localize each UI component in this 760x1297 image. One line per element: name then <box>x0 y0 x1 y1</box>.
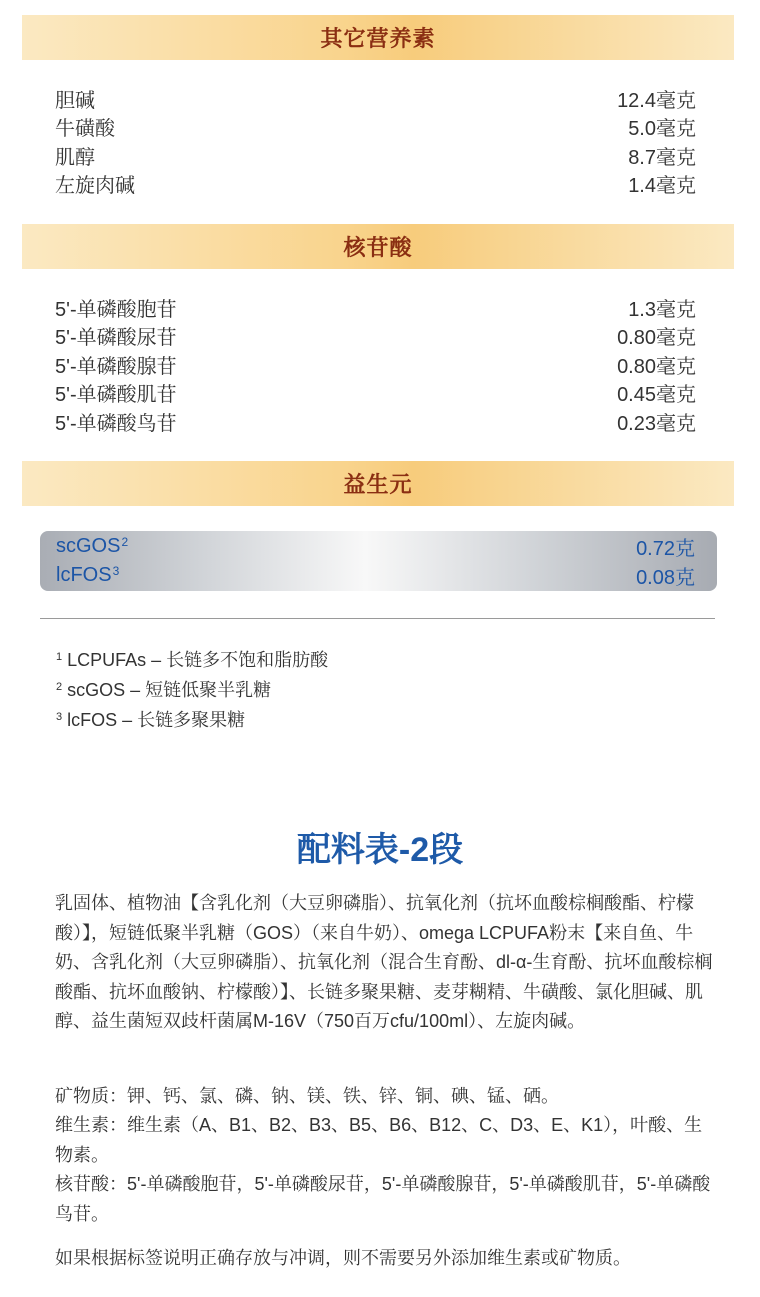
section-title: 益生元 <box>343 472 413 497</box>
nutrient-value: 12.4毫克 <box>617 89 696 112</box>
nucleotides-table <box>55 293 696 436</box>
section-title: 核苷酸 <box>343 235 413 260</box>
ingredients-main: 乳固体、植物油【含乳化剂（大豆卵磷脂）、抗氧化剂（抗坏血酸棕榈酸酯、柠檬酸）】，短链低聚半乳糖（GOS）（来自牛奶）、omega LCPUFA粉末【来自鱼、牛奶、含乳化剂（大豆卵磷脂）、抗氧化剂（混合生育酚、dl-α-生育酚、抗坏血酸棕榈酸酯、抗坏血酸钠、柠檬酸）】、长链多聚果糖、麦芽糊精、牛磺酸、氯化胆碱、肌醇、益生菌短双歧杆菌属M-16V（750百万cfu/100ml）、左旋肉碱。 <box>55 893 713 1031</box>
table-row <box>55 322 696 351</box>
nutrient-name: 5'-单磷酸尿苷 <box>55 327 177 350</box>
ingredients-title: 配料表-2段 <box>296 831 464 869</box>
nutrient-name: 5'-单磷酸肌苷 <box>55 384 177 407</box>
footnote-text: lcFOS – 长链多聚果糖 <box>67 710 246 730</box>
section-header-nucleotides <box>22 224 734 269</box>
nutrient-name: 牛磺酸 <box>55 118 115 141</box>
footnotes <box>56 644 328 734</box>
divider <box>40 618 715 619</box>
table-row <box>55 113 696 142</box>
footnote-item <box>56 674 328 704</box>
nutrient-name: 左旋肉碱 <box>55 175 135 198</box>
footnote-item <box>56 644 328 674</box>
section-title: 其它营养素 <box>320 26 436 51</box>
nutrient-value: 1.3毫克 <box>628 298 696 321</box>
nutrient-name: 胆碱 <box>55 89 95 112</box>
footnote-number: 2 <box>56 681 63 693</box>
other-nutrients-table <box>55 84 696 198</box>
nutrient-value: 5.0毫克 <box>628 118 696 141</box>
footnote-number: 3 <box>56 711 63 723</box>
nutrient-value: 0.45毫克 <box>617 384 696 407</box>
footnote-text: LCPUFAs – 长链多不饱和脂肪酸 <box>67 650 329 670</box>
nutrient-name: 5'-单磷酸鸟苷 <box>55 412 177 435</box>
nutrient-value: 8.7毫克 <box>628 146 696 169</box>
nutrient-value: 0.72克 <box>636 538 695 560</box>
nutrient-name: 肌醇 <box>55 146 95 169</box>
nutrient-name: 5'-单磷酸腺苷 <box>55 355 177 378</box>
table-row <box>55 379 696 408</box>
table-row <box>55 293 696 322</box>
nutrient-value: 0.80毫克 <box>617 355 696 378</box>
table-row <box>40 561 717 590</box>
nutrient-name-text: lcFOS <box>56 564 112 586</box>
table-row <box>55 170 696 199</box>
section-header-prebiotics <box>22 461 734 506</box>
ingredients-vitamins: 维生素：维生素（A、B1、B2、B3、B5、B6、B12、C、D3、E、K1），叶酸、生物素。 <box>55 1115 703 1165</box>
nutrient-name <box>56 535 128 558</box>
table-row <box>55 407 696 436</box>
nutrient-name: 5'-单磷酸胞苷 <box>55 298 177 321</box>
table-row <box>55 141 696 170</box>
footnote-ref: 3 <box>112 564 120 578</box>
footnote-item <box>56 704 328 734</box>
footnote-text: scGOS – 短链低聚半乳糖 <box>67 680 272 700</box>
ingredients-nucleotides: 核苷酸：5'-单磷酸胞苷，5'-单磷酸尿苷，5'-单磷酸腺苷，5'-单磷酸肌苷，5'-单磷酸鸟苷。 <box>55 1174 711 1224</box>
nutrient-value: 0.23毫克 <box>617 412 696 435</box>
nutrient-name-text: scGOS <box>56 535 121 557</box>
storage-note: 如果根据标签说明正确存放与冲调，则不需要另外添加维生素或矿物质。 <box>55 1248 631 1268</box>
section-header-other-nutrients <box>22 15 734 60</box>
nutrient-name <box>56 564 119 587</box>
table-row <box>40 532 717 561</box>
footnote-ref: 2 <box>121 535 129 549</box>
nutrient-value: 0.80毫克 <box>617 327 696 350</box>
prebiotics-panel <box>40 531 717 591</box>
nutrient-value: 0.08克 <box>636 567 695 589</box>
table-row <box>55 84 696 113</box>
footnote-number: 1 <box>56 651 63 663</box>
nutrient-value: 1.4毫克 <box>628 175 696 198</box>
ingredients-minerals: 矿物质：钾、钙、氯、磷、钠、镁、铁、锌、铜、碘、锰、硒。 <box>55 1086 559 1106</box>
table-row <box>55 350 696 379</box>
